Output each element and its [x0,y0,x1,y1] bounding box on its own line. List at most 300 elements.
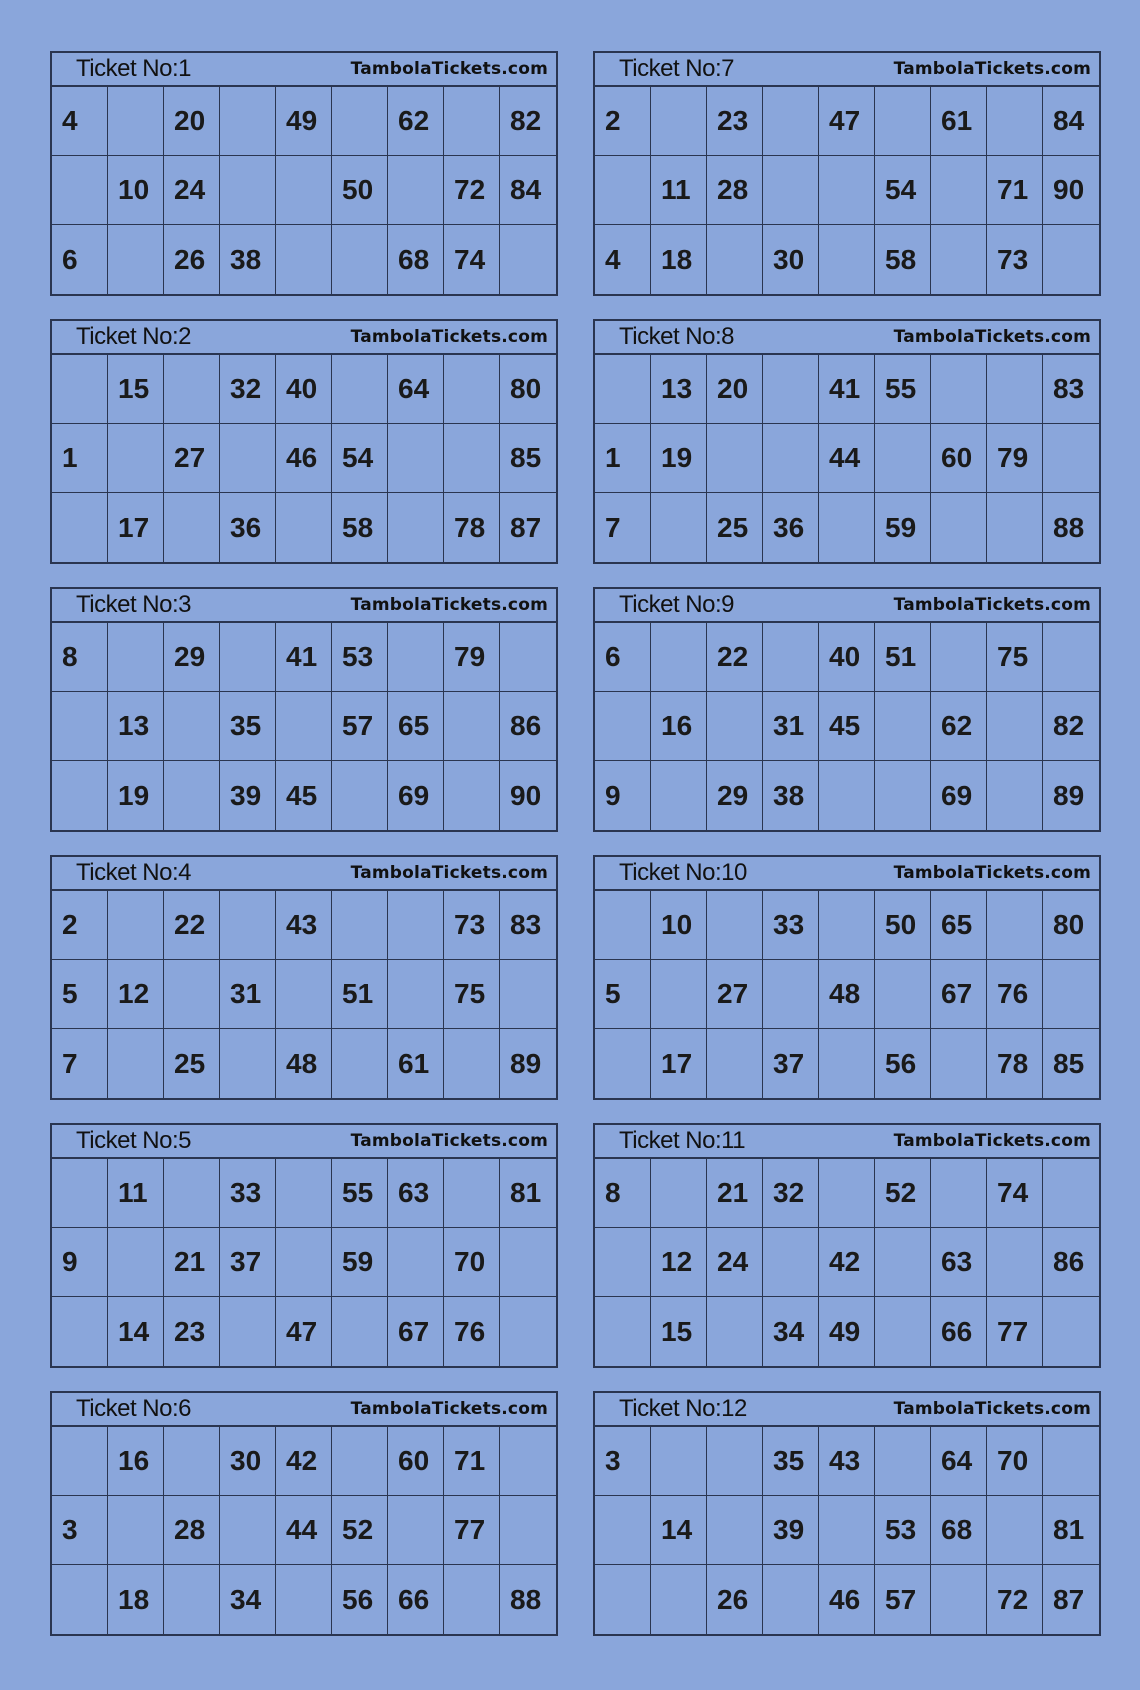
ticket-cell: 30 [763,225,819,294]
ticket-cell: 54 [332,424,388,493]
ticket-cell: 21 [164,1228,220,1297]
ticket-grid [52,355,556,562]
ticket-cell [444,761,500,830]
ticket-cell [108,1228,164,1297]
ticket-cell [819,1159,875,1228]
ticket-title: Ticket No:6 [76,1395,191,1422]
ticket-cell [332,1029,388,1098]
ticket-cell [595,156,651,225]
ticket-cell [276,225,332,294]
ticket-cell: 80 [500,355,556,424]
ticket-cell: 41 [819,355,875,424]
ticket-cell [931,1565,987,1634]
ticket-cell [108,424,164,493]
ticket-cell: 49 [276,87,332,156]
ticket-cell [220,156,276,225]
ticket-cell: 29 [164,623,220,692]
ticket-grid [595,891,1099,1098]
ticket-cell [164,1565,220,1634]
ticket-cell [276,1159,332,1228]
ticket-cell [164,692,220,761]
ticket-cell [707,891,763,960]
ticket-cell [164,1159,220,1228]
ticket-cell [500,1228,556,1297]
ticket-cell: 25 [164,1029,220,1098]
site-label: TambolaTickets.com [893,863,1091,883]
ticket-cell [931,1029,987,1098]
ticket-cell [388,156,444,225]
ticket-cell: 86 [1043,1228,1099,1297]
ticket-cell [595,1565,651,1634]
ticket-cell: 84 [500,156,556,225]
ticket-cell: 69 [931,761,987,830]
ticket-cell [707,1427,763,1496]
ticket-cell [819,891,875,960]
ticket-cell [875,1297,931,1366]
ticket-cell [651,1159,707,1228]
ticket-cell: 20 [707,355,763,424]
ticket-cell [444,424,500,493]
ticket-grid [52,891,556,1098]
ticket-cell [276,156,332,225]
ticket-cell: 22 [707,623,763,692]
ticket-cell [987,891,1043,960]
ticket-header [595,1393,1099,1427]
ticket-7 [593,51,1101,296]
ticket-cell: 58 [875,225,931,294]
ticket-title: Ticket No:1 [76,55,191,82]
ticket-cell: 85 [500,424,556,493]
ticket-cell: 10 [651,891,707,960]
ticket-cell: 70 [444,1228,500,1297]
ticket-cell: 31 [763,692,819,761]
ticket-8 [593,319,1101,564]
ticket-cell: 71 [987,156,1043,225]
ticket-cell: 27 [707,960,763,1029]
ticket-grid [595,1427,1099,1634]
ticket-cell [763,960,819,1029]
ticket-header [595,857,1099,891]
site-label: TambolaTickets.com [893,1131,1091,1151]
ticket-cell: 7 [52,1029,108,1098]
ticket-cell: 68 [388,225,444,294]
ticket-cell: 75 [444,960,500,1029]
ticket-cell: 25 [707,493,763,562]
ticket-cell [164,355,220,424]
ticket-cell: 39 [220,761,276,830]
ticket-cell: 59 [332,1228,388,1297]
site-label: TambolaTickets.com [350,59,548,79]
ticket-cell [332,1427,388,1496]
ticket-cell: 27 [164,424,220,493]
ticket-cell [164,1427,220,1496]
ticket-cell: 60 [388,1427,444,1496]
ticket-1 [50,51,558,296]
ticket-cell [987,493,1043,562]
ticket-cell: 72 [444,156,500,225]
ticket-cell [164,761,220,830]
ticket-2 [50,319,558,564]
ticket-cell: 41 [276,623,332,692]
ticket-cell [595,1228,651,1297]
ticket-cell: 46 [819,1565,875,1634]
ticket-cell: 17 [651,1029,707,1098]
ticket-cell: 88 [1053,511,1085,543]
ticket-cell [52,1159,108,1228]
ticket-cell: 50 [332,156,388,225]
ticket-cell: 40 [819,623,875,692]
ticket-cell [444,1159,500,1228]
ticket-cell [819,1029,875,1098]
ticket-cell: 51 [332,960,388,1029]
ticket-cell: 63 [931,1228,987,1297]
ticket-cell: 54 [875,156,931,225]
ticket-cell: 28 [707,156,763,225]
ticket-cell [651,761,707,830]
ticket-cell [875,1228,931,1297]
ticket-cell [388,493,444,562]
ticket-cell: 4 [52,87,108,156]
ticket-cell: 72 [987,1565,1043,1634]
ticket-cell: 79 [444,623,500,692]
ticket-cell: 64 [388,355,444,424]
ticket-cell: 56 [332,1565,388,1634]
ticket-cell [332,87,388,156]
ticket-cell [819,225,875,294]
ticket-cell: 23 [707,87,763,156]
ticket-cell: 28 [164,1496,220,1565]
ticket-cell: 65 [931,891,987,960]
ticket-9 [593,587,1101,832]
site-label: TambolaTickets.com [350,863,548,883]
ticket-cell [875,424,931,493]
ticket-cell [1043,225,1099,294]
ticket-cell: 89 [510,1047,542,1079]
ticket-cell [276,1565,332,1634]
ticket-cell: 61 [931,87,987,156]
ticket-cell [1043,424,1099,493]
ticket-title: Ticket No:4 [76,859,191,886]
ticket-cell: 83 [1043,355,1099,424]
ticket-cell: 50 [875,891,931,960]
ticket-header [52,589,556,623]
ticket-title: Ticket No:5 [76,1127,191,1154]
ticket-cell [332,891,388,960]
ticket-cell: 74 [987,1159,1043,1228]
ticket-cell [444,355,500,424]
ticket-cell [52,156,108,225]
ticket-header [595,321,1099,355]
ticket-cell: 53 [875,1496,931,1565]
ticket-cell [444,87,500,156]
ticket-cell: 48 [819,960,875,1029]
ticket-cell [707,1029,763,1098]
ticket-cell: 51 [875,623,931,692]
ticket-cell [763,1228,819,1297]
ticket-cell: 81 [500,1159,556,1228]
ticket-cell: 7 [595,493,651,562]
ticket-cell: 19 [108,761,164,830]
ticket-cell: 34 [220,1565,276,1634]
ticket-cell [108,225,164,294]
ticket-cell [388,891,444,960]
ticket-cell: 33 [220,1159,276,1228]
ticket-grid [595,355,1099,562]
ticket-header [52,857,556,891]
ticket-cell [52,493,108,562]
ticket-cell [931,156,987,225]
ticket-cell: 23 [164,1297,220,1366]
ticket-cell: 21 [707,1159,763,1228]
ticket-cell [707,692,763,761]
ticket-cell: 32 [763,1159,819,1228]
ticket-cell: 18 [651,225,707,294]
site-label: TambolaTickets.com [893,595,1091,615]
ticket-header [595,1125,1099,1159]
ticket-cell: 78 [444,493,500,562]
ticket-cell [388,1228,444,1297]
ticket-cell [388,960,444,1029]
ticket-cell: 62 [931,692,987,761]
ticket-cell: 39 [763,1496,819,1565]
ticket-cell: 35 [220,692,276,761]
ticket-cell: 63 [388,1159,444,1228]
ticket-cell [987,692,1043,761]
ticket-cell [332,355,388,424]
ticket-cell: 76 [987,960,1043,1029]
ticket-cell: 67 [931,960,987,1029]
ticket-cell: 85 [1053,1047,1085,1079]
ticket-cell: 42 [276,1427,332,1496]
ticket-cell: 52 [332,1496,388,1565]
ticket-cell: 30 [220,1427,276,1496]
ticket-cell [500,225,556,294]
ticket-cell [52,1427,108,1496]
ticket-cell: 13 [108,692,164,761]
ticket-cell: 43 [819,1427,875,1496]
ticket-cell: 10 [108,156,164,225]
ticket-cell: 55 [332,1159,388,1228]
ticket-cell [819,156,875,225]
ticket-cell: 6 [52,225,108,294]
ticket-cell [500,623,556,692]
ticket-cell: 13 [651,355,707,424]
ticket-cell: 40 [276,355,332,424]
ticket-cell [388,623,444,692]
ticket-cell: 80 [1043,891,1099,960]
site-label: TambolaTickets.com [893,327,1091,347]
ticket-cell: 37 [763,1029,819,1098]
ticket-cell: 47 [276,1297,332,1366]
ticket-cell: 36 [220,493,276,562]
ticket-cell [220,424,276,493]
ticket-cell [332,761,388,830]
ticket-grid [52,1159,556,1366]
ticket-12 [593,1391,1101,1636]
ticket-cell: 26 [707,1565,763,1634]
ticket-cell [108,1029,164,1098]
ticket-cell [108,1496,164,1565]
ticket-cell: 17 [108,493,164,562]
ticket-cell [220,623,276,692]
ticket-cell: 90 [1043,156,1099,225]
ticket-cell [164,493,220,562]
ticket-cell: 8 [52,623,108,692]
ticket-cell: 81 [1043,1496,1099,1565]
ticket-cell [595,1297,651,1366]
ticket-cell [1043,960,1099,1029]
ticket-cell [220,1297,276,1366]
ticket-cell: 3 [52,1496,108,1565]
ticket-cell [819,1496,875,1565]
ticket-cell: 35 [763,1427,819,1496]
ticket-cell: 74 [444,225,500,294]
ticket-cell: 60 [931,424,987,493]
ticket-cell: 66 [388,1565,444,1634]
ticket-cell [595,692,651,761]
ticket-grid [595,1159,1099,1366]
ticket-cell [819,493,875,562]
ticket-cell [763,355,819,424]
ticket-cell: 75 [987,623,1043,692]
ticket-cell [707,424,763,493]
ticket-cell: 82 [500,87,556,156]
ticket-4 [50,855,558,1100]
ticket-cell [931,225,987,294]
ticket-cell: 83 [500,891,556,960]
ticket-cell [164,960,220,1029]
ticket-grid [595,623,1099,830]
ticket-cell: 78 [987,1029,1043,1098]
ticket-cell: 68 [931,1496,987,1565]
ticket-cell: 31 [220,960,276,1029]
ticket-cell: 15 [651,1297,707,1366]
ticket-cell [500,1297,556,1366]
ticket-cell [651,87,707,156]
ticket-cell: 14 [108,1297,164,1366]
ticket-cell [875,1427,931,1496]
ticket-cell: 86 [500,692,556,761]
ticket-cell: 55 [875,355,931,424]
ticket-cell [931,623,987,692]
ticket-cell: 45 [276,761,332,830]
ticket-cell: 6 [595,623,651,692]
ticket-cell: 42 [819,1228,875,1297]
ticket-title: Ticket No:11 [619,1127,746,1154]
ticket-cell [220,1029,276,1098]
ticket-cell [595,1496,651,1565]
ticket-cell [651,1565,707,1634]
ticket-cell: 52 [875,1159,931,1228]
ticket-cell [651,1427,707,1496]
ticket-cell: 20 [164,87,220,156]
ticket-cell: 37 [220,1228,276,1297]
ticket-cell: 70 [987,1427,1043,1496]
ticket-cell [500,1496,556,1565]
ticket-cell: 22 [164,891,220,960]
ticket-cell [500,1427,556,1496]
ticket-cell: 90 [510,779,542,811]
ticket-cell: 29 [707,761,763,830]
ticket-cell: 56 [875,1029,931,1098]
ticket-cell [388,1496,444,1565]
ticket-cell [444,1029,500,1098]
ticket-cell: 44 [276,1496,332,1565]
ticket-cell [763,623,819,692]
ticket-cell: 61 [388,1029,444,1098]
ticket-title: Ticket No:7 [619,55,734,82]
ticket-header [52,321,556,355]
ticket-cell [987,87,1043,156]
site-label: TambolaTickets.com [350,1131,548,1151]
ticket-cell: 67 [388,1297,444,1366]
ticket-cell [651,493,707,562]
ticket-cell: 2 [52,891,108,960]
ticket-6 [50,1391,558,1636]
ticket-title: Ticket No:3 [76,591,191,618]
ticket-cell: 36 [763,493,819,562]
ticket-cell [1043,1297,1099,1366]
ticket-cell: 43 [276,891,332,960]
ticket-5 [50,1123,558,1368]
ticket-cell: 65 [388,692,444,761]
ticket-cell: 9 [595,761,651,830]
ticket-cell: 89 [1053,779,1085,811]
site-label: TambolaTickets.com [893,59,1091,79]
ticket-cell: 16 [108,1427,164,1496]
ticket-cell: 48 [276,1029,332,1098]
ticket-cell: 4 [595,225,651,294]
ticket-cell [931,493,987,562]
ticket-cell [763,424,819,493]
ticket-cell: 18 [108,1565,164,1634]
site-label: TambolaTickets.com [350,327,548,347]
ticket-cell: 47 [819,87,875,156]
ticket-cell [220,1496,276,1565]
ticket-cell [819,761,875,830]
ticket-header [52,1393,556,1427]
ticket-title: Ticket No:10 [619,859,747,886]
ticket-cell [276,1228,332,1297]
ticket-cell: 44 [819,424,875,493]
ticket-cell [108,87,164,156]
ticket-cell: 76 [444,1297,500,1366]
ticket-cell: 53 [332,623,388,692]
site-label: TambolaTickets.com [893,1399,1091,1419]
ticket-cell [52,692,108,761]
ticket-cell [763,1565,819,1634]
ticket-cell [987,355,1043,424]
ticket-10 [593,855,1101,1100]
ticket-cell: 57 [875,1565,931,1634]
ticket-grid [52,623,556,830]
ticket-cell: 71 [444,1427,500,1496]
ticket-cell: 9 [52,1228,108,1297]
ticket-cell: 58 [332,493,388,562]
ticket-cell: 11 [651,156,707,225]
ticket-cell [595,891,651,960]
ticket-cell [444,692,500,761]
ticket-title: Ticket No:8 [619,323,734,350]
ticket-cell: 3 [595,1427,651,1496]
ticket-cell: 5 [595,960,651,1029]
ticket-cell: 57 [332,692,388,761]
ticket-cell [52,1297,108,1366]
ticket-cell: 77 [444,1496,500,1565]
ticket-cell [763,87,819,156]
ticket-cell [52,355,108,424]
ticket-cell [276,692,332,761]
